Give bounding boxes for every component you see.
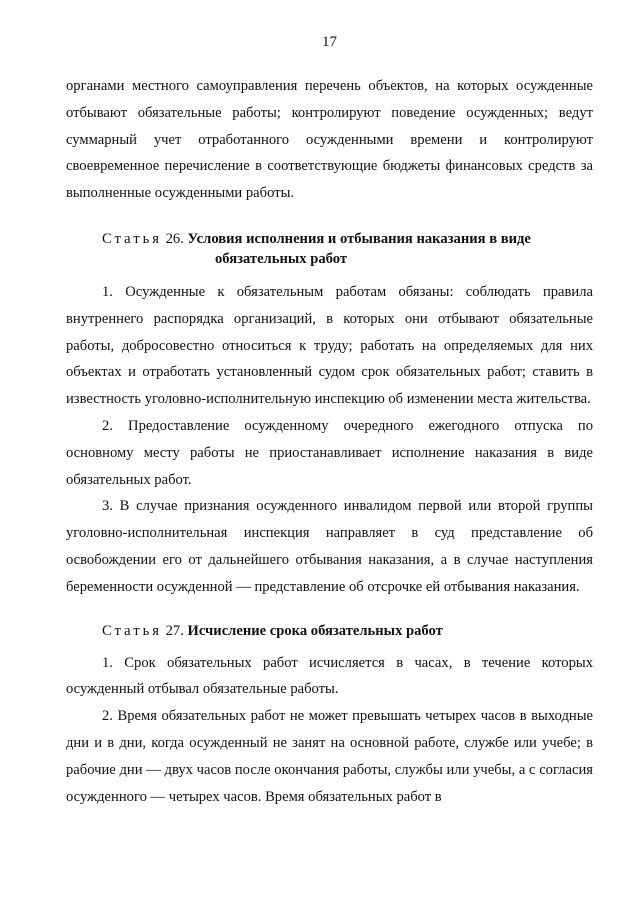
intro-paragraph: органами местного самоуправления перечень объектов, на которых осужденные отбывают обязательные работы; контролируют поведение осужденных; ведут суммарный учет отработанного осужденными времени и контролируют своевременное перечисление в соответствующие бюджеты финансовых средств за выполненные осужденными работы. bbox=[66, 78, 593, 202]
article-number: 26. bbox=[165, 230, 184, 247]
document-page bbox=[66, 34, 593, 810]
article-26-paragraph-3: 3. В случае признания осужденного инвалидом первой или второй группы уголовно-исполнительная инспекция направляет в суд представление об освобождении его от дальнейшего отбывания наказания, а в случае наступления беременности осужденной — представление об отсрочке ей отбывания наказания. bbox=[66, 498, 593, 595]
article-title: Условия исполнения и отбывания наказания в виде bbox=[187, 230, 531, 247]
article-label: Статья bbox=[102, 230, 162, 247]
article-label: Статья bbox=[102, 622, 162, 639]
article-27-heading bbox=[66, 621, 593, 641]
article-27-paragraph-1: 1. Срок обязательных работ исчисляется в часах, в течение которых осужденный отбывал обязательные работы. bbox=[66, 654, 593, 698]
article-26-heading bbox=[66, 229, 593, 269]
article-title-continuation: обязательных работ bbox=[215, 250, 347, 267]
article-26-paragraph-2: 2. Предоставление осужденному очередного ежегодного отпуска по основному месту работы не приостанавливает исполнение наказания в виде обязательных работ. bbox=[66, 417, 593, 488]
article-27-paragraph-2: 2. Время обязательных работ не может превышать четырех часов в выходные дни и в дни, когда осужденный не занят на основной работе, службе или учебе; в рабочие дни — двух часов после окончания работы, службы или учебы, а с согласия осужденного — четырех часов. Время обязательных работ в bbox=[66, 708, 593, 805]
article-number: 27. bbox=[165, 622, 184, 639]
article-title: Исчисление срока обязательных работ bbox=[187, 622, 443, 639]
page-number: 17 bbox=[322, 34, 337, 50]
article-26-paragraph-1: 1. Осужденные к обязательным работам обязаны: соблюдать правила внутреннего распорядка организаций, в которых они отбывают обязательные работы, добросовестно относиться к труду; работать на определяемых для них объектах и отработать установленный судом срок обязательных работ; ставить в известность уголовно-исполнительную инспекцию об изменении места жительства. bbox=[66, 283, 593, 408]
